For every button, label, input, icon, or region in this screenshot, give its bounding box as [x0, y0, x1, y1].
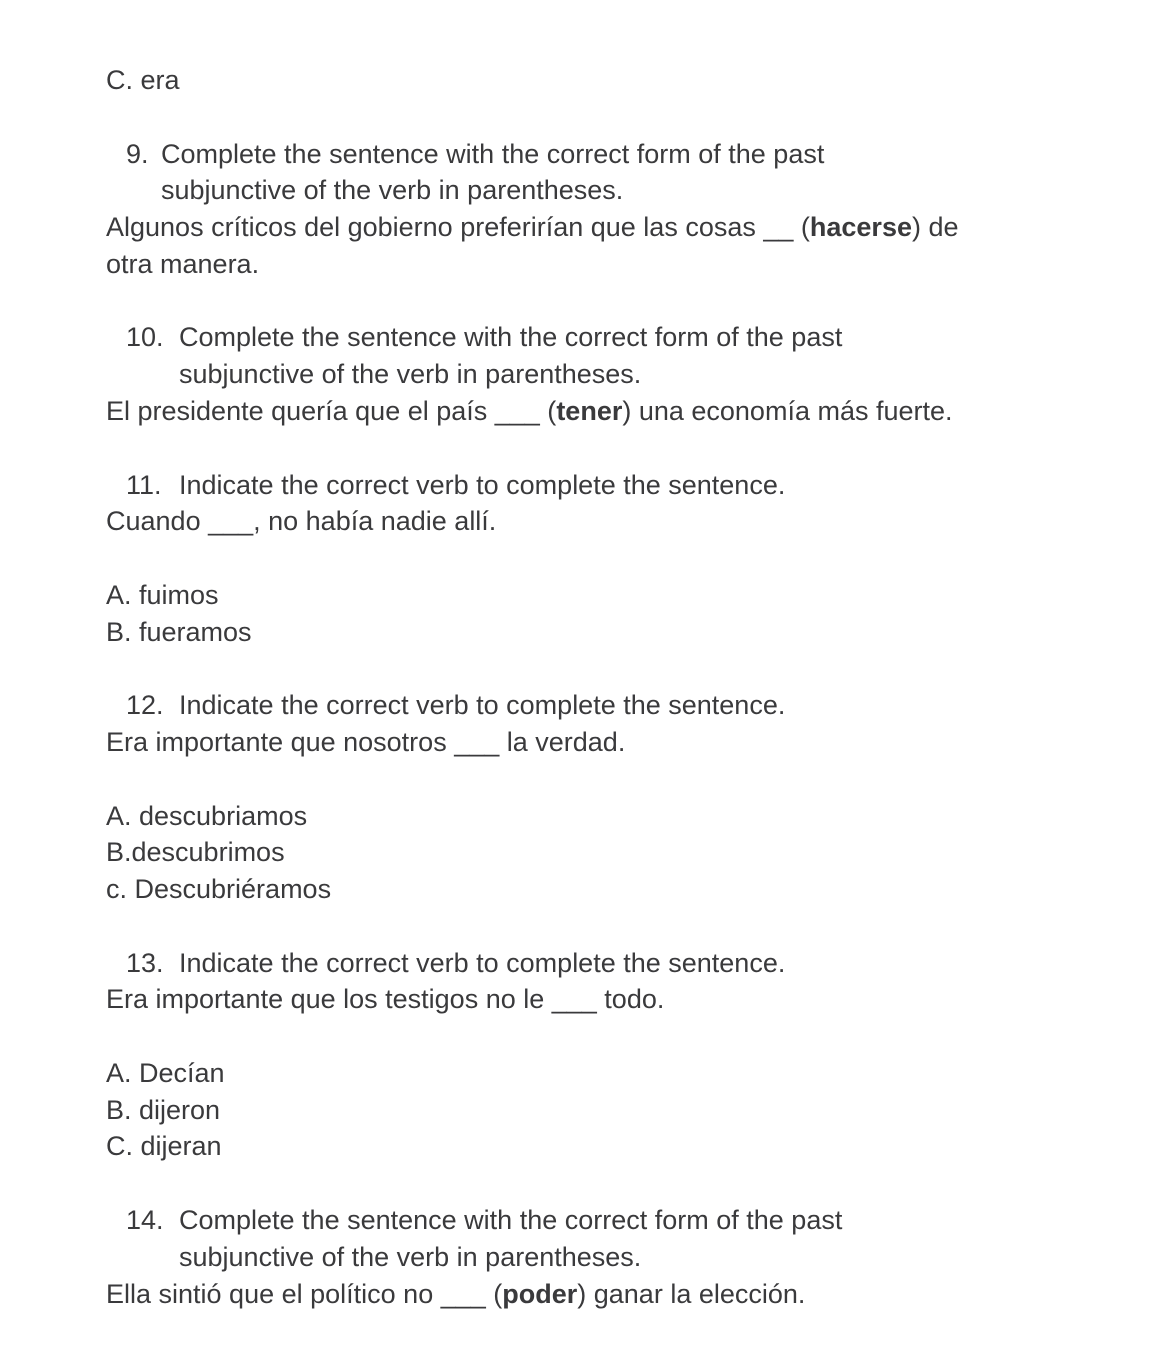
answer-option-c[interactable]: C. dijeran — [106, 1131, 222, 1161]
question-number: 9. — [126, 139, 149, 169]
question-number: 11. — [126, 470, 162, 500]
question-instruction: Indicate the correct verb to complete the sentence. — [179, 948, 786, 978]
sentence-text: ) ganar la elección. — [577, 1279, 806, 1309]
verb-infinitive: poder — [502, 1279, 578, 1309]
question-sentence — [106, 393, 953, 430]
question-sentence — [106, 209, 959, 246]
answer-option-b[interactable]: B.descubrimos — [106, 837, 285, 867]
sentence-text: Ella sintió que el político no ___ ( — [106, 1279, 503, 1309]
answer-option-b[interactable]: B. fueramos — [106, 617, 252, 647]
option-prev-c: C. era — [106, 65, 180, 95]
sentence-text: ) de — [911, 212, 959, 242]
question-sentence: Era importante que nosotros ___ la verdad. — [106, 727, 626, 757]
sentence-text: Algunos críticos del gobierno preferirían que las cosas __ ( — [106, 212, 810, 242]
question-number: 12. — [126, 690, 164, 720]
answer-option-a[interactable]: A. Decían — [106, 1058, 225, 1088]
verb-infinitive: tener — [556, 396, 623, 426]
verb-infinitive: hacerse — [809, 212, 912, 242]
question-instruction: Indicate the correct verb to complete the sentence. — [179, 470, 786, 500]
answer-option-c[interactable]: c. Descubriéramos — [106, 874, 332, 904]
question-sentence: Era importante que los testigos no le ___ todo. — [106, 984, 665, 1014]
question-sentence-cont: otra manera. — [106, 249, 260, 279]
question-instruction-cont: subjunctive of the verb in parentheses. — [161, 175, 624, 205]
answer-option-a[interactable]: A. fuimos — [106, 580, 219, 610]
sentence-text: ) una economía más fuerte. — [622, 396, 953, 426]
question-instruction: Complete the sentence with the correct form of the past — [179, 1205, 843, 1235]
question-instruction-cont: subjunctive of the verb in parentheses. — [179, 1242, 642, 1272]
question-sentence — [106, 1276, 805, 1313]
question-number: 10. — [126, 322, 164, 352]
question-instruction: Complete the sentence with the correct form of the past — [161, 139, 825, 169]
answer-option-b[interactable]: B. dijeron — [106, 1095, 221, 1125]
answer-option-a[interactable]: A. descubriamos — [106, 801, 308, 831]
question-number: 14. — [126, 1205, 164, 1235]
question-sentence: Cuando ___, no había nadie allí. — [106, 506, 497, 536]
question-instruction: Complete the sentence with the correct form of the past — [179, 322, 843, 352]
question-instruction: Indicate the correct verb to complete the sentence. — [179, 690, 786, 720]
question-number: 13. — [126, 948, 164, 978]
sentence-text: El presidente quería que el país ___ ( — [106, 396, 557, 426]
question-instruction-cont: subjunctive of the verb in parentheses. — [179, 359, 642, 389]
